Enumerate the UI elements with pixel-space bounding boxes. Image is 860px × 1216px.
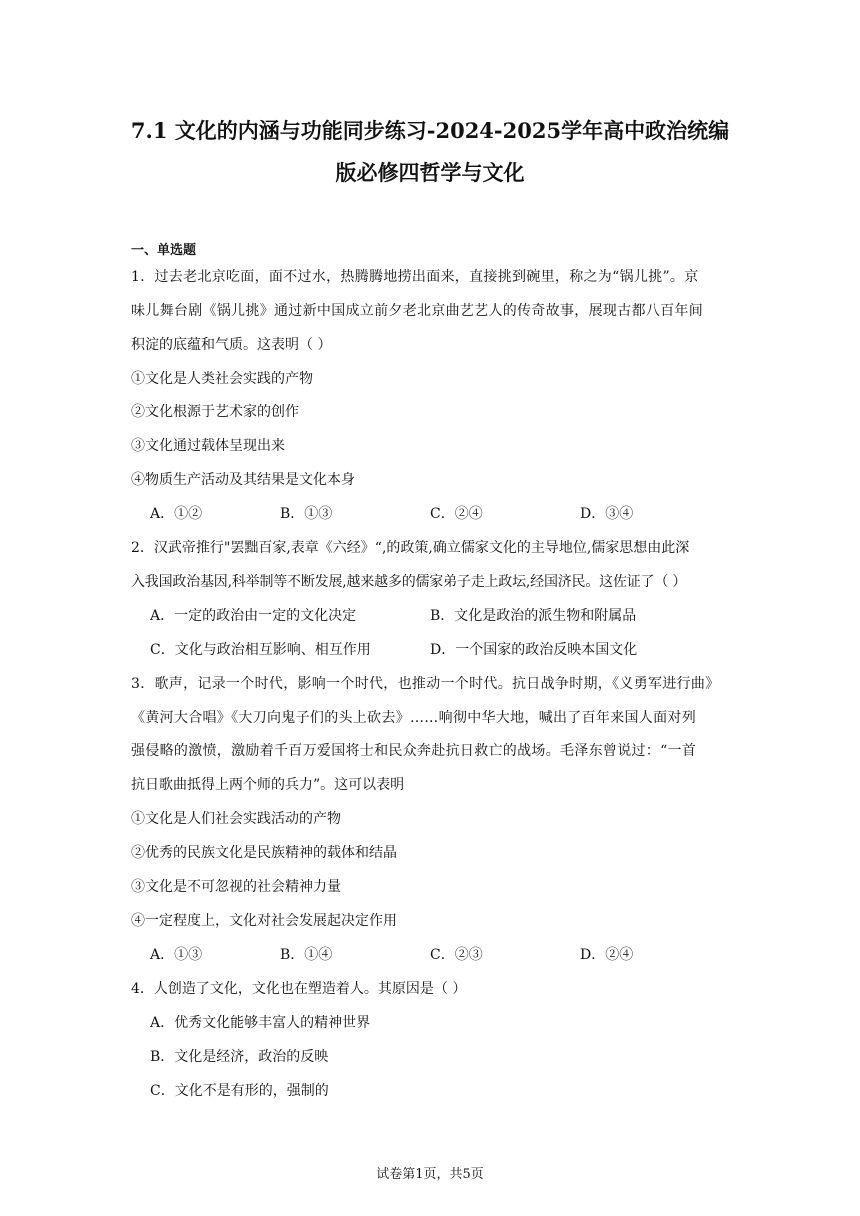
q3-item-1: ①文化是人们社会实践活动的产物 (131, 811, 341, 827)
q2-line-2: 入我国政治基因,科举制等不断发展,越来越多的儒家弟子走上政坛,经国济民。这佐证了（ ） (131, 574, 687, 590)
q3-line-4: 抗日歌曲抵得上两个师的兵力”。这可以表明 (131, 777, 405, 793)
q1-item-2: ②文化根源于艺术家的创作 (131, 404, 299, 420)
q1-item-3: ③文化通过载体呈现出来 (131, 438, 285, 454)
q2-option-c: C．文化与政治相互影响、相互作用 (150, 642, 371, 658)
q1-option-d: D．③④ (580, 506, 634, 522)
page-title-line-1: 7.1 文化的内涵与功能同步练习-2024-2025学年高中政治统编 (130, 118, 730, 143)
page-footer: 试卷第1页，共5页 (376, 1167, 484, 1182)
q1-line-2: 味儿舞台剧《锅儿挑》通过新中国成立前夕老北京曲艺艺人的传奇故事，展现古都八百年间 (131, 303, 703, 319)
q3-option-c: C．②③ (430, 947, 483, 963)
q3-option-d: D．②④ (580, 947, 634, 963)
q1-option-a: A．①② (150, 506, 203, 522)
q3-item-4: ④一定程度上，文化对社会发展起决定作用 (131, 913, 397, 929)
q2-line-1: 2．汉武帝推行"罢黜百家,表章《六经》“,的政策,确立儒家文化的主导地位,儒家思想由此深 (131, 540, 690, 556)
q2-option-d: D．一个国家的政治反映本国文化 (430, 642, 638, 658)
q3-item-2: ②优秀的民族文化是民族精神的载体和结晶 (131, 845, 397, 861)
q3-option-b: B．①④ (280, 947, 333, 963)
q4-option-a: A．优秀文化能够丰富人的精神世界 (150, 1015, 371, 1031)
q3-line-1: 3．歌声，记录一个时代，影响一个时代，也推动一个时代。抗日战争时期，《义勇军进行曲》 (131, 676, 720, 692)
q2-option-a: A．一定的政治由一定的文化决定 (150, 608, 357, 624)
q3-line-3: 强侵略的激愤，激励着千百万爱国将士和民众奔赴抗日救亡的战场。毛泽东曾说过：“一首 (131, 743, 697, 759)
q4-option-b: B．文化是经济，政治的反映 (150, 1049, 329, 1065)
q1-item-4: ④物质生产活动及其结果是文化本身 (131, 472, 355, 488)
q1-option-c: C．②④ (430, 506, 483, 522)
q1-option-b: B．①③ (280, 506, 333, 522)
q4-line-1: 4．人创造了文化，文化也在塑造着人。其原因是（ ） (131, 981, 467, 997)
page-title-line-2: 版必修四哲学与文化 (335, 160, 525, 185)
q2-option-b: B．文化是政治的派生物和附属品 (430, 608, 637, 624)
q3-option-a: A．①③ (150, 947, 203, 963)
q1-line-3: 积淀的底蕴和气质。这表明（ ） (131, 337, 332, 353)
q3-line-2: 《黄河大合唱》《大刀向鬼子们的头上砍去》……响彻中华大地，喊出了百年来国人面对列 (131, 710, 696, 726)
section-heading: 一、单选题 (131, 243, 197, 258)
q4-option-c: C．文化不是有形的，强制的 (150, 1083, 329, 1099)
q1-line-1: 1．过去老北京吃面，面不过水，热腾腾地捞出面来，直接挑到碗里，称之为“锅儿挑”。京 (131, 269, 699, 285)
q3-item-3: ③文化是不可忽视的社会精神力量 (131, 879, 341, 895)
q1-item-1: ①文化是人类社会实践的产物 (131, 371, 313, 387)
